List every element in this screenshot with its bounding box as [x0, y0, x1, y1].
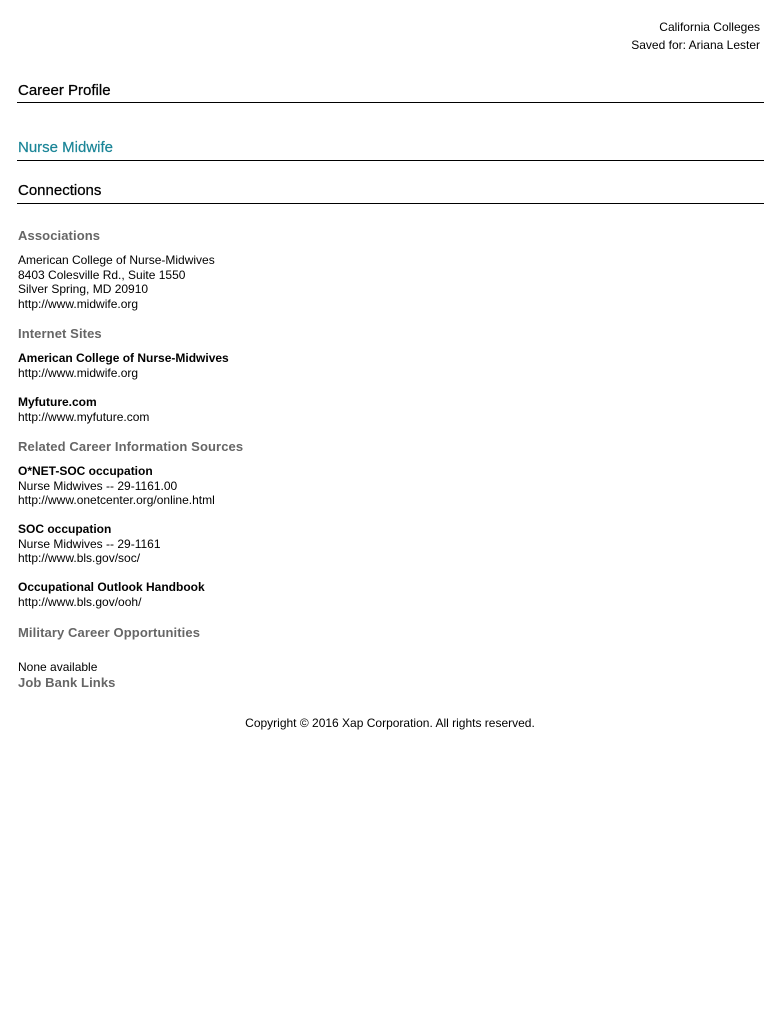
divider	[17, 160, 764, 161]
internet-site-entry	[18, 351, 229, 380]
internet-site-url[interactable]: http://www.midwife.org	[18, 365, 139, 380]
internet-site-name: Myfuture.com	[18, 395, 97, 409]
related-source-name: O*NET-SOC occupation	[18, 464, 153, 478]
associations-heading: Associations	[18, 228, 101, 243]
saved-for-label: Saved for: Ariana Lester	[631, 38, 760, 52]
internet-site-name: American College of Nurse-Midwives	[18, 351, 229, 365]
connections-heading: Connections	[18, 182, 102, 199]
related-source-entry	[18, 464, 215, 508]
related-source-name: SOC occupation	[18, 522, 112, 536]
association-name: American College of Nurse-Midwives	[18, 253, 215, 267]
related-source-url[interactable]: http://www.bls.gov/soc/	[18, 551, 141, 565]
career-name: Nurse Midwife	[18, 139, 114, 156]
site-name: California Colleges	[659, 20, 760, 34]
internet-site-url[interactable]: http://www.myfuture.com	[18, 409, 150, 424]
association-url[interactable]: http://www.midwife.org	[18, 296, 139, 311]
related-sources-heading: Related Career Information Sources	[18, 439, 244, 454]
related-source-detail: Nurse Midwives -- 29-1161	[18, 536, 161, 551]
military-text: None available	[18, 660, 98, 674]
association-address: 8403 Colesville Rd., Suite 1550	[18, 267, 186, 282]
job-bank-heading: Job Bank Links	[18, 675, 116, 690]
association-entry	[18, 253, 215, 311]
divider	[17, 102, 764, 103]
related-source-entry	[18, 522, 161, 566]
divider	[17, 203, 764, 204]
association-city: Silver Spring, MD 20910	[18, 282, 149, 296]
career-profile-heading: Career Profile	[18, 82, 111, 99]
internet-site-entry	[18, 395, 149, 424]
related-source-url[interactable]: http://www.bls.gov/ooh/	[18, 594, 142, 609]
related-source-url[interactable]: http://www.onetcenter.org/online.html	[18, 493, 215, 507]
copyright-notice: Copyright © 2016 Xap Corporation. All rights reserved.	[245, 716, 535, 730]
related-source-detail: Nurse Midwives -- 29-1161.00	[18, 478, 178, 493]
related-source-entry	[18, 580, 205, 609]
related-source-name: Occupational Outlook Handbook	[18, 580, 205, 594]
military-heading: Military Career Opportunities	[18, 625, 201, 640]
internet-sites-heading: Internet Sites	[18, 326, 102, 341]
